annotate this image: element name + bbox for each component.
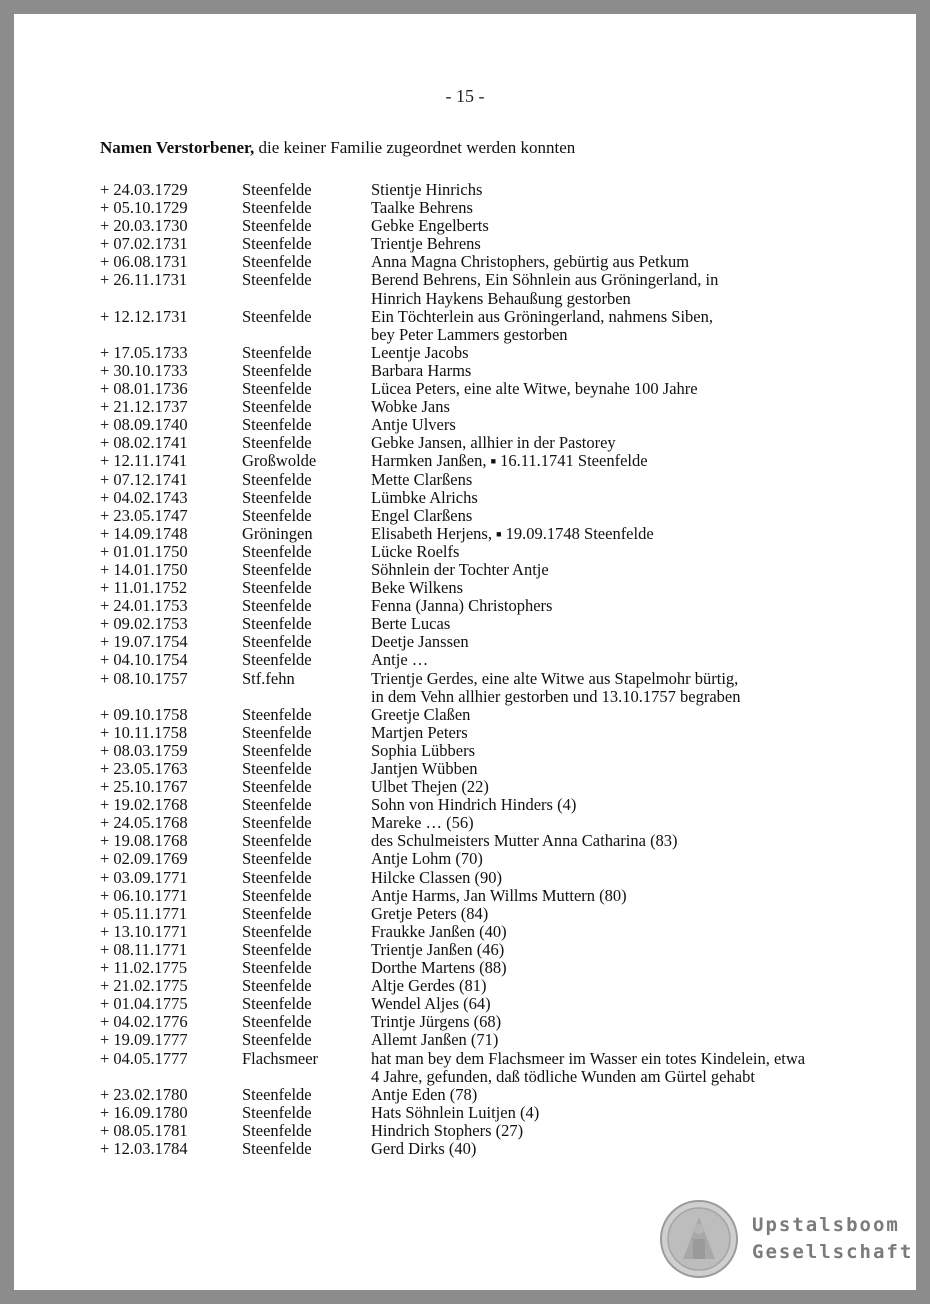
- entry-name: Gebke Jansen, allhier in der Pastorey: [371, 433, 616, 453]
- entry-place: Steenfelde: [242, 505, 312, 525]
- entry-name: Trientje Behrens: [371, 234, 481, 254]
- entry-name: Allemt Janßen (71): [371, 1030, 499, 1050]
- entry-row: [14, 1086, 916, 1104]
- entry-name: Taalke Behrens: [371, 198, 473, 218]
- entry-date: + 09.02.1753: [100, 614, 188, 634]
- entry-date: + 07.12.1741: [100, 469, 188, 489]
- entry-place: Steenfelde: [242, 722, 312, 742]
- entry-name: Martjen Peters: [371, 722, 468, 742]
- entry-name: Elisabeth Herjens,: [371, 523, 492, 543]
- entry-date: + 13.10.1771: [100, 921, 188, 941]
- entry-name: in dem Vehn allhier gestorben und 13.10.1757 begraben: [371, 686, 741, 706]
- entry-place: Steenfelde: [242, 795, 312, 815]
- entry-place: Steenfelde: [242, 867, 312, 887]
- entry-place: Steenfelde: [242, 306, 312, 326]
- entry-name: Beke Wilkens: [371, 578, 464, 598]
- entry-name: Deetje Janssen: [371, 632, 469, 652]
- entry-date: + 26.11.1731: [100, 270, 188, 290]
- entry-place: Stf.fehn: [242, 668, 295, 688]
- entry-place: Steenfelde: [242, 198, 312, 218]
- entry-date: + 19.09.1777: [100, 1030, 188, 1050]
- entry-name: Sohn von Hindrich Hinders (4): [371, 795, 577, 815]
- entry-row: [14, 706, 916, 724]
- entry-place: Steenfelde: [242, 596, 312, 616]
- entry-date: + 08.11.1771: [100, 939, 188, 959]
- entry-date: + 14.01.1750: [100, 559, 188, 579]
- entry-row: [14, 308, 916, 326]
- entry-name: Engel Clarßens: [371, 505, 473, 525]
- entry-date: + 23.05.1747: [100, 505, 188, 525]
- entry-row: [14, 416, 916, 434]
- entry-date: + 11.01.1752: [100, 578, 188, 598]
- entry-place: Steenfelde: [242, 360, 312, 380]
- entry-date: + 30.10.1733: [100, 360, 188, 380]
- heading-rest: die keiner Familie zugeordnet werden konnten: [258, 138, 576, 157]
- entry-row: [14, 1122, 916, 1140]
- entry-row: [14, 760, 916, 778]
- entry-date: + 01.01.1750: [100, 541, 188, 561]
- entry-name: bey Peter Lammers gestorben: [371, 324, 568, 344]
- entry-date: + 03.09.1771: [100, 867, 188, 887]
- entry-date: + 09.10.1758: [100, 704, 188, 724]
- entry-place: Steenfelde: [242, 541, 312, 561]
- entry-name: Antje Eden (78): [371, 1084, 478, 1104]
- entry-row: [14, 579, 916, 597]
- entry-row: [14, 778, 916, 796]
- entry-name: Fenna (Janna) Christophers: [371, 596, 553, 616]
- entry-place: Steenfelde: [242, 397, 312, 417]
- entry-continuation: [14, 326, 916, 344]
- entry-continuation: [14, 1068, 916, 1086]
- entry-burial: 19.09.1748 Steenfelde: [505, 523, 654, 543]
- entry-name: Sophia Lübbers: [371, 740, 476, 760]
- entry-place: Steenfelde: [242, 1012, 312, 1032]
- entry-row: [14, 525, 916, 543]
- entry-row: [14, 199, 916, 217]
- entry-name: Antje …: [371, 650, 429, 670]
- document-page: [14, 14, 916, 1290]
- entry-row: [14, 905, 916, 923]
- entry-name: Fraukke Janßen (40): [371, 921, 507, 941]
- entry-name: Jantjen Wübben: [371, 759, 478, 778]
- entry-row: [14, 1050, 916, 1068]
- entry-name: Gretje Peters (84): [371, 903, 489, 923]
- entry-row: [14, 380, 916, 398]
- entry-date: + 12.03.1784: [100, 1138, 188, 1158]
- entry-place: Steenfelde: [242, 777, 312, 797]
- entry-name: Ulbet Thejen (22): [371, 777, 489, 797]
- entry-place: Steenfelde: [242, 379, 312, 399]
- entry-date: + 12.12.1731: [100, 306, 188, 326]
- entry-name: Lücke Roelfs: [371, 541, 460, 561]
- entry-place: Steenfelde: [242, 270, 312, 290]
- entry-date: + 24.01.1753: [100, 596, 188, 616]
- entry-place: Steenfelde: [242, 994, 312, 1014]
- entry-date: + 06.10.1771: [100, 885, 188, 905]
- entry-name: Ein Töchterlein aus Gröningerland, nahmens Siben,: [371, 306, 713, 326]
- entry-place: Steenfelde: [242, 921, 312, 941]
- entry-row: [14, 344, 916, 362]
- entry-name: Lücea Peters, eine alte Witwe, beynahe 100 Jahre: [371, 379, 698, 399]
- entry-name: Hilcke Classen (90): [371, 867, 503, 887]
- entry-date: + 07.02.1731: [100, 234, 188, 254]
- entry-name: Wobke Jans: [371, 397, 450, 417]
- entry-place: Steenfelde: [242, 1138, 312, 1158]
- entry-name: Antje Harms, Jan Willms Muttern (80): [371, 885, 627, 905]
- entry-place: Großwolde: [242, 451, 317, 471]
- entry-name: Gerd Dirks (40): [371, 1138, 477, 1158]
- entry-name: Wendel Aljes (64): [371, 994, 491, 1014]
- entry-row: [14, 959, 916, 977]
- entry-row: [14, 561, 916, 579]
- entry-name: Stientje Hinrichs: [371, 180, 483, 199]
- entry-place: Steenfelde: [242, 976, 312, 996]
- entry-place: Steenfelde: [242, 1102, 312, 1122]
- entry-row: [14, 850, 916, 868]
- entry-name: Mareke … (56): [371, 813, 474, 833]
- entry-name: Hinrich Haykens Behaußung gestorben: [371, 288, 631, 308]
- entry-row: [14, 869, 916, 887]
- society-name-line1: Upstalsboom: [752, 1214, 900, 1236]
- entry-row: [14, 507, 916, 525]
- entry-row: [14, 615, 916, 633]
- entry-place: Steenfelde: [242, 759, 312, 778]
- entry-row: [14, 1104, 916, 1122]
- entry-row: [14, 398, 916, 416]
- entry-date: + 23.05.1763: [100, 759, 188, 778]
- entry-name: Trientje Janßen (46): [371, 939, 505, 959]
- entry-place: Steenfelde: [242, 234, 312, 254]
- entry-date: + 04.02.1776: [100, 1012, 188, 1032]
- entry-name: Dorthe Martens (88): [371, 958, 507, 978]
- entry-place: Steenfelde: [242, 415, 312, 435]
- entry-row: [14, 471, 916, 489]
- entry-row: [14, 271, 916, 289]
- society-name: [752, 1212, 913, 1266]
- entry-row: [14, 670, 916, 688]
- entry-row: [14, 434, 916, 452]
- entry-place: Steenfelde: [242, 252, 312, 272]
- entry-date: + 04.02.1743: [100, 487, 188, 507]
- entry-name: Berend Behrens, Ein Söhnlein aus Gröningerland, in: [371, 270, 719, 290]
- entry-name: Hats Söhnlein Luitjen (4): [371, 1102, 540, 1122]
- entry-date: + 25.10.1767: [100, 777, 188, 797]
- entry-place: Steenfelde: [242, 704, 312, 724]
- entry-place: Steenfelde: [242, 831, 312, 851]
- entry-date: + 19.08.1768: [100, 831, 188, 851]
- entry-burial: 16.11.1741 Steenfelde: [500, 451, 648, 471]
- entry-place: Steenfelde: [242, 578, 312, 598]
- entry-date: + 17.05.1733: [100, 342, 188, 362]
- entry-place: Steenfelde: [242, 958, 312, 978]
- entry-row: [14, 1031, 916, 1049]
- entry-date: + 16.09.1780: [100, 1102, 188, 1122]
- entry-place: Steenfelde: [242, 903, 312, 923]
- entry-date: + 01.04.1775: [100, 994, 188, 1014]
- entry-name: Trintje Jürgens (68): [371, 1012, 502, 1032]
- entry-row: [14, 814, 916, 832]
- burial-marker-icon: ■: [496, 528, 502, 539]
- entry-place: Steenfelde: [242, 849, 312, 869]
- entry-row: [14, 181, 916, 199]
- entry-row: [14, 977, 916, 995]
- entry-row: [14, 796, 916, 814]
- entry-place: Steenfelde: [242, 1030, 312, 1050]
- page-number: - 15 -: [445, 86, 485, 106]
- entry-place: Steenfelde: [242, 1084, 312, 1104]
- entry-row: [14, 941, 916, 959]
- entry-name: Hindrich Stophers (27): [371, 1120, 524, 1140]
- entry-place: Steenfelde: [242, 216, 312, 236]
- entry-date: + 08.10.1757: [100, 668, 188, 688]
- entry-date: + 19.07.1754: [100, 632, 188, 652]
- entry-place: Steenfelde: [242, 885, 312, 905]
- entry-place: Gröningen: [242, 523, 313, 543]
- entry-row: [14, 235, 916, 253]
- entry-row: [14, 724, 916, 742]
- entry-place: Steenfelde: [242, 433, 312, 453]
- entry-name: Leentje Jacobs: [371, 342, 469, 362]
- entry-row: [14, 452, 916, 470]
- section-heading: [100, 138, 575, 158]
- entry-date: + 08.02.1741: [100, 433, 188, 453]
- entry-place: Steenfelde: [242, 632, 312, 652]
- entry-continuation: [14, 688, 916, 706]
- entry-date: + 04.05.1777: [100, 1048, 188, 1068]
- entry-date: + 11.02.1775: [100, 958, 188, 978]
- entry-row: [14, 923, 916, 941]
- entry-name: Antje Lohm (70): [371, 849, 483, 869]
- entry-date: + 24.05.1768: [100, 813, 188, 833]
- entry-date: + 02.09.1769: [100, 849, 188, 869]
- entry-date: + 08.03.1759: [100, 740, 188, 760]
- entry-date: + 20.03.1730: [100, 216, 188, 236]
- entry-name: Söhnlein der Tochter Antje: [371, 559, 549, 579]
- entry-name: Anna Magna Christophers, gebürtig aus Petkum: [371, 252, 690, 272]
- society-seal-icon: [659, 1199, 739, 1279]
- entry-name: Antje Ulvers: [371, 415, 456, 435]
- entry-place: Steenfelde: [242, 740, 312, 760]
- entry-row: [14, 1013, 916, 1031]
- burial-marker-icon: ■: [490, 456, 497, 467]
- entry-continuation: [14, 290, 916, 308]
- entry-row: [14, 742, 916, 760]
- society-name-line2: Gesellschaft: [752, 1241, 914, 1263]
- entry-date: + 05.10.1729: [100, 198, 188, 218]
- entry-name: des Schulmeisters Mutter Anna Catharina (83): [371, 831, 678, 851]
- entry-name: Trientje Gerdes, eine alte Witwe aus Stapelmohr bürtig,: [371, 668, 739, 688]
- entry-place: Steenfelde: [242, 614, 312, 634]
- entry-name: Greetje Claßen: [371, 704, 471, 724]
- entry-place: Flachsmeer: [242, 1048, 319, 1068]
- entry-date: + 21.02.1775: [100, 976, 188, 996]
- entry-place: Steenfelde: [242, 469, 312, 489]
- entry-name: Altje Gerdes (81): [371, 976, 487, 996]
- entry-name: Mette Clarßens: [371, 469, 473, 489]
- entry-row: [14, 253, 916, 271]
- entry-date: + 24.03.1729: [100, 180, 188, 199]
- entry-row: [14, 832, 916, 850]
- entry-row: [14, 543, 916, 561]
- entry-name: Gebke Engelberts: [371, 216, 489, 236]
- entry-row: [14, 1140, 916, 1158]
- entry-name: Lümbke Alrichs: [371, 487, 478, 507]
- entry-place: Steenfelde: [242, 813, 312, 833]
- entry-place: Steenfelde: [242, 487, 312, 507]
- entry-row: [14, 995, 916, 1013]
- entry-name: Berte Lucas: [371, 614, 451, 634]
- entry-row: [14, 651, 916, 669]
- entry-date: + 08.05.1781: [100, 1120, 188, 1140]
- entry-date: + 05.11.1771: [100, 903, 188, 923]
- entry-place: Steenfelde: [242, 650, 312, 670]
- entry-date: + 14.09.1748: [100, 523, 188, 543]
- entry-name: hat man bey dem Flachsmeer im Wasser ein totes Kindelein, etwa: [371, 1048, 806, 1068]
- entry-date: + 08.09.1740: [100, 415, 188, 435]
- entry-date: + 06.08.1731: [100, 252, 188, 272]
- entry-name: 4 Jahre, gefunden, daß tödliche Wunden am Gürtel gehabt: [371, 1066, 755, 1086]
- death-entries-list: [14, 181, 916, 1158]
- entry-date: + 12.11.1741: [100, 451, 188, 471]
- entry-row: [14, 362, 916, 380]
- entry-date: + 19.02.1768: [100, 795, 188, 815]
- entry-place: Steenfelde: [242, 180, 312, 199]
- entry-row: [14, 633, 916, 651]
- entry-place: Steenfelde: [242, 939, 312, 959]
- entry-place: Steenfelde: [242, 559, 312, 579]
- entry-place: Steenfelde: [242, 342, 312, 362]
- heading-bold: Namen Verstorbener,: [100, 138, 255, 157]
- entry-date: + 23.02.1780: [100, 1084, 188, 1104]
- entry-date: + 21.12.1737: [100, 397, 188, 417]
- entry-date: + 10.11.1758: [100, 722, 188, 742]
- entry-name: Barbara Harms: [371, 360, 472, 380]
- entry-date: + 08.01.1736: [100, 379, 188, 399]
- entry-row: [14, 887, 916, 905]
- entry-row: [14, 217, 916, 235]
- entry-row: [14, 597, 916, 615]
- entry-place: Steenfelde: [242, 1120, 312, 1140]
- entry-date: + 04.10.1754: [100, 650, 188, 670]
- entry-name: Harmken Janßen,: [371, 451, 487, 471]
- entry-row: [14, 489, 916, 507]
